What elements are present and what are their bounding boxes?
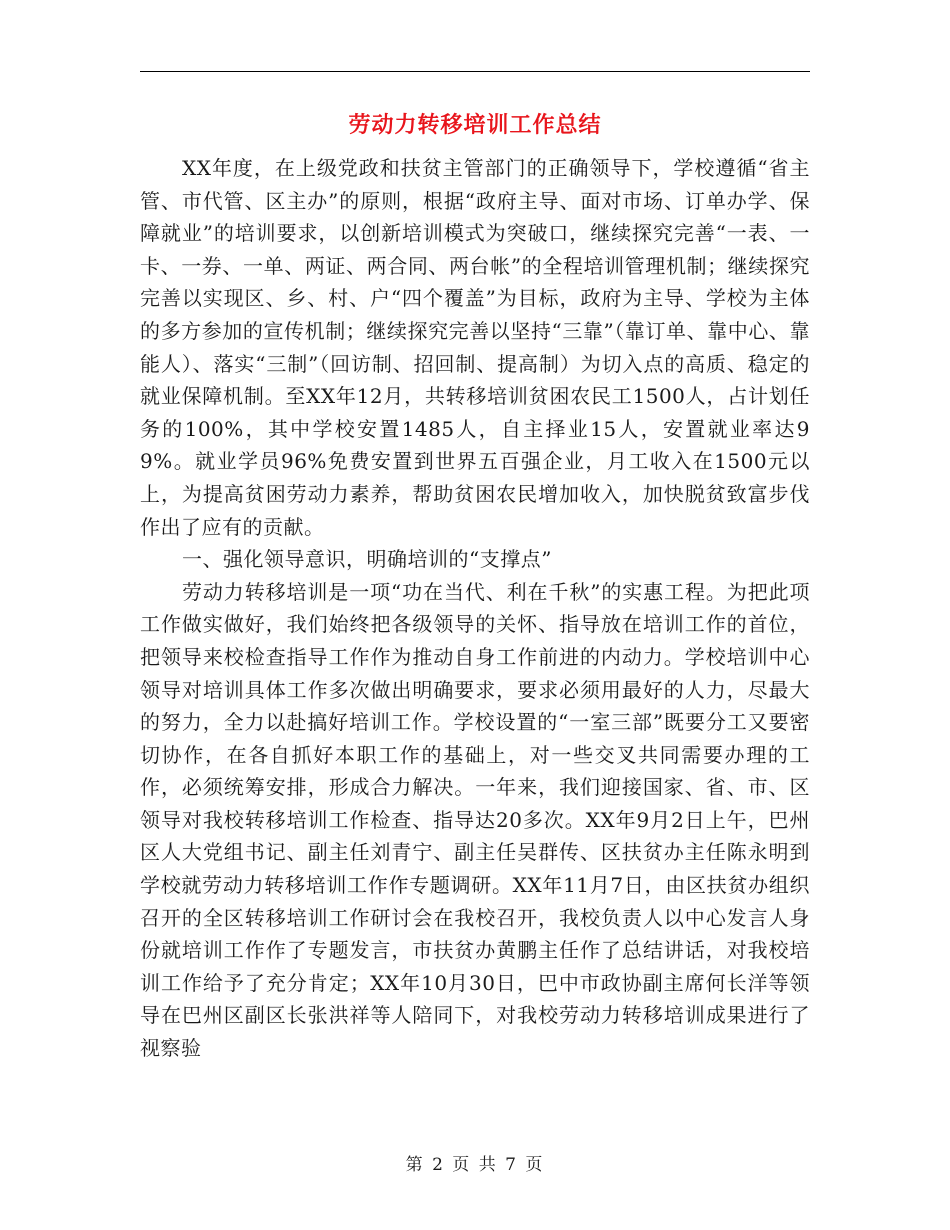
page-footer: 第 2 页 共 7 页	[405, 1155, 545, 1175]
header-rule	[140, 71, 810, 72]
section-heading-1: 一、强化领导意识，明确培训的“支撑点”	[182, 547, 552, 572]
paragraph-section-1: 劳动力转移培训是一项“功在当代、利在千秋”的实惠工程。为把此项工作做实做好，我们始终把各级领导的关怀、指导放在培训工作的首位，把领导来校检查指导工作作为推动自身工作前进的内动力。学校培训中心领导对培训具体工作多次做出明确要求，要求必须用最好的人力，尽最大的努力，全力以赴搞好培训工作。学校设置的“一室三部”既要分工又要密切协作，在各自抓好本职工作的基础上，对一些交叉共同需要办理的工作，必须统筹安排，形成合力解决。一年来，我们迎接国家、省、市、区领导对我校转移培训工作检查、指导达20多次。XX年9月2日上午，巴州区人大党组书记、副主任刘青宁、副主任吴群传、区扶贫办主任陈永明到学校就劳动力转移培训工作作专题调研。XX年11月7日，由区扶贫办组织召开的全区转移培训工作研讨会在我校召开，我校负责人以中心发言人身份就培训工作作了专题发言，市扶贫办黄鹏主任作了总结讲话，对我校培训工作给予了充分肯定；XX年10月30日，巴中市政协副主席何长洋等领导在巴州区副区长张洪祥等人陪同下，对我校劳动力转移培训成果进行了视察验	[140, 579, 810, 1061]
document-body	[140, 152, 810, 1065]
paragraph-intro: XX年度，在上级党政和扶贫主管部门的正确领导下，学校遵循“省主管、市代管、区主办”的原则，根据“政府主导、面对市场、订单办学、保障就业”的培训要求，以创新培训模式为突破口，继续探究完善“一表、一卡、一券、一单、两证、两合同、两台帐”的全程培训管理机制；继续探究完善以实现区、乡、村、户“四个覆盖”为目标，政府为主导、学校为主体的多方参加的宣传机制；继续探究完善以坚持“三靠”（靠订单、靠中心、靠能人）、落实“三制”（回访制、招回制、提高制）为切入点的高质、稳定的就业保障机制。至XX年12月，共转移培训贫困农民工1500人，占计划任务的100%，其中学校安置1485人，自主择业15人，安置就业率达99%。就业学员96%免费安置到世界五百强企业，月工收入在1500元以上，为提高贫困劳动力素养，帮助贫困农民增加收入，加快脱贫致富步伐作出了应有的贡献。	[140, 156, 810, 539]
document-title: 劳动力转移培训工作总结	[348, 112, 602, 138]
